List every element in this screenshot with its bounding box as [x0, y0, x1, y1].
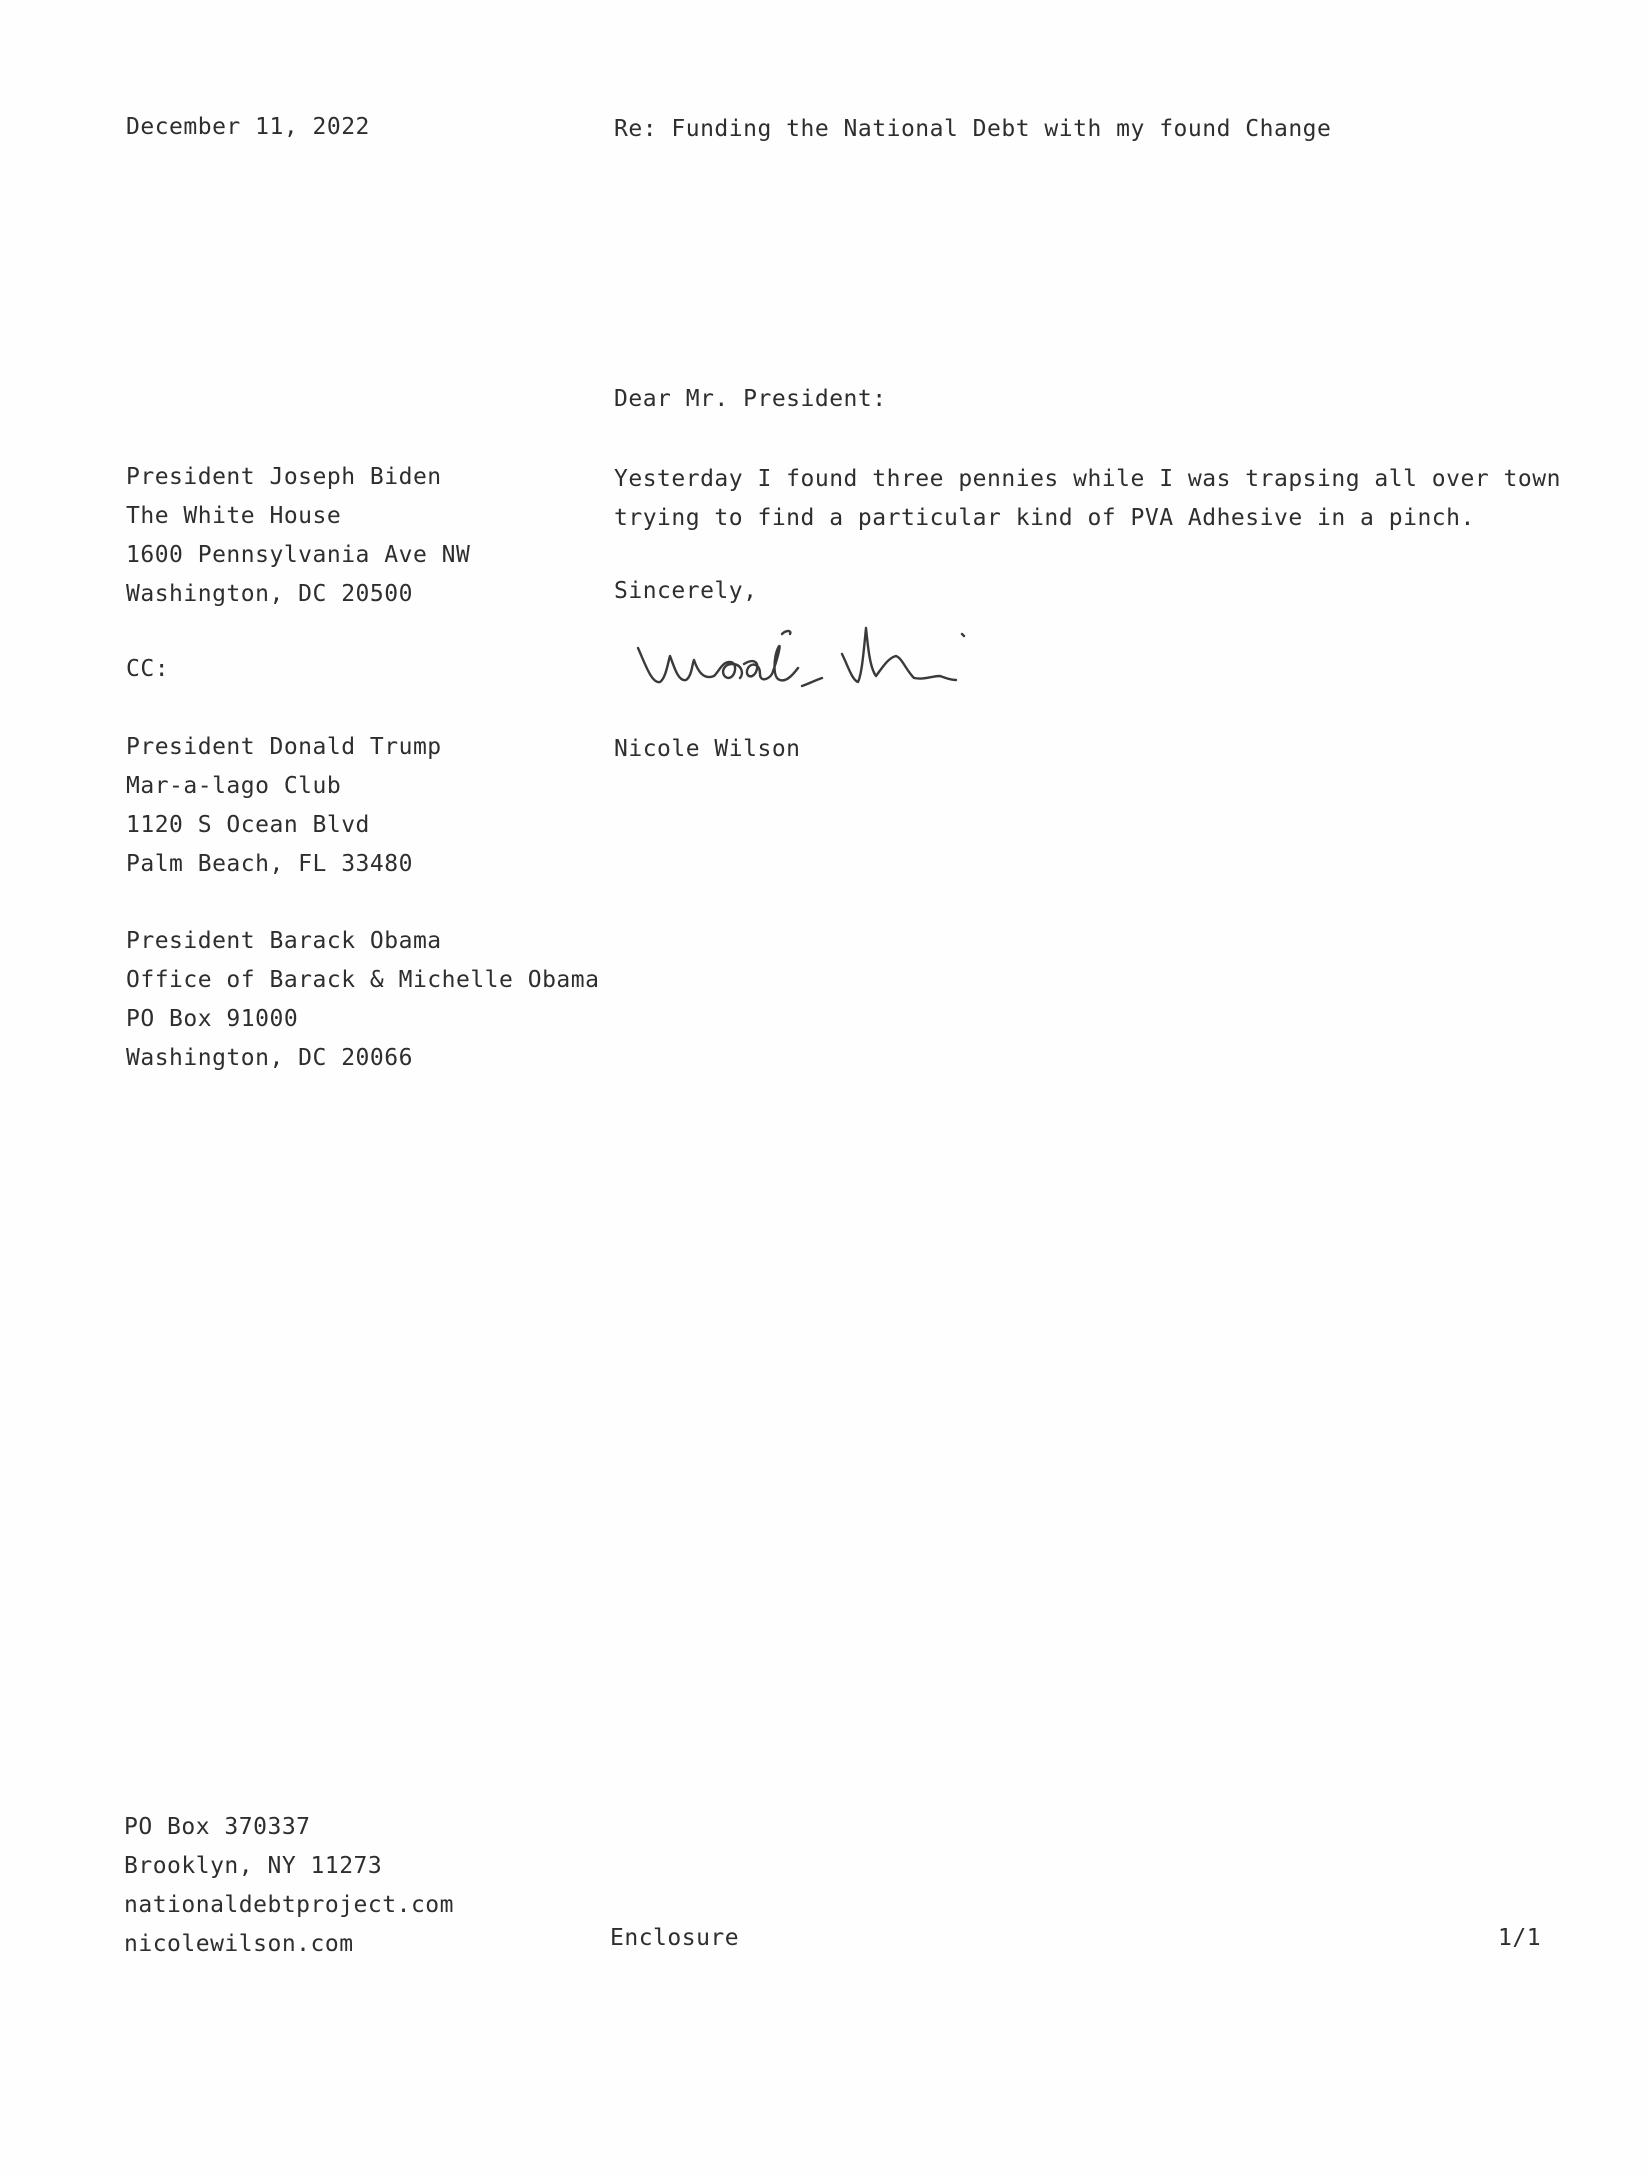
- closing: Sincerely,: [614, 578, 758, 604]
- address-line: Office of Barack & Michelle Obama: [126, 967, 600, 993]
- signer-name: Nicole Wilson: [614, 736, 801, 762]
- letter-body: [614, 460, 1561, 538]
- recipient-address: [126, 458, 470, 614]
- address-line: nicolewilson.com: [124, 1931, 354, 1957]
- handwritten-signature: [632, 618, 1032, 718]
- address-line: President Donald Trump: [126, 734, 442, 760]
- cc-recipient-address: [126, 922, 599, 1078]
- cc-label: CC:: [126, 656, 170, 682]
- page-number: 1/1: [1498, 1925, 1542, 1951]
- address-line: President Barack Obama: [126, 928, 442, 954]
- body-line: Yesterday I found three pennies while I was trapsing all over town: [614, 466, 1561, 492]
- address-line: Mar-a-lago Club: [126, 773, 342, 799]
- sender-address: [124, 1808, 454, 1964]
- address-line: The White House: [126, 503, 342, 529]
- address-line: President Joseph Biden: [126, 464, 442, 490]
- address-line: PO Box 91000: [126, 1006, 299, 1032]
- address-line: Washington, DC 20500: [126, 581, 413, 607]
- body-line: trying to find a particular kind of PVA Adhesive in a pinch.: [614, 505, 1475, 531]
- address-line: PO Box 370337: [124, 1814, 311, 1840]
- address-line: 1600 Pennsylvania Ave NW: [126, 542, 471, 568]
- address-line: 1120 S Ocean Blvd: [126, 812, 370, 838]
- letter-date: December 11, 2022: [126, 114, 370, 140]
- address-line: Brooklyn, NY 11273: [124, 1853, 383, 1879]
- address-line: Washington, DC 20066: [126, 1045, 413, 1071]
- letter-subject: Re: Funding the National Debt with my found Change: [614, 116, 1332, 142]
- address-line: nationaldebtproject.com: [124, 1892, 454, 1918]
- salutation: Dear Mr. President:: [614, 386, 887, 412]
- enclosure-note: Enclosure: [610, 1925, 740, 1951]
- cc-recipient-address: [126, 728, 442, 884]
- address-line: Palm Beach, FL 33480: [126, 851, 413, 877]
